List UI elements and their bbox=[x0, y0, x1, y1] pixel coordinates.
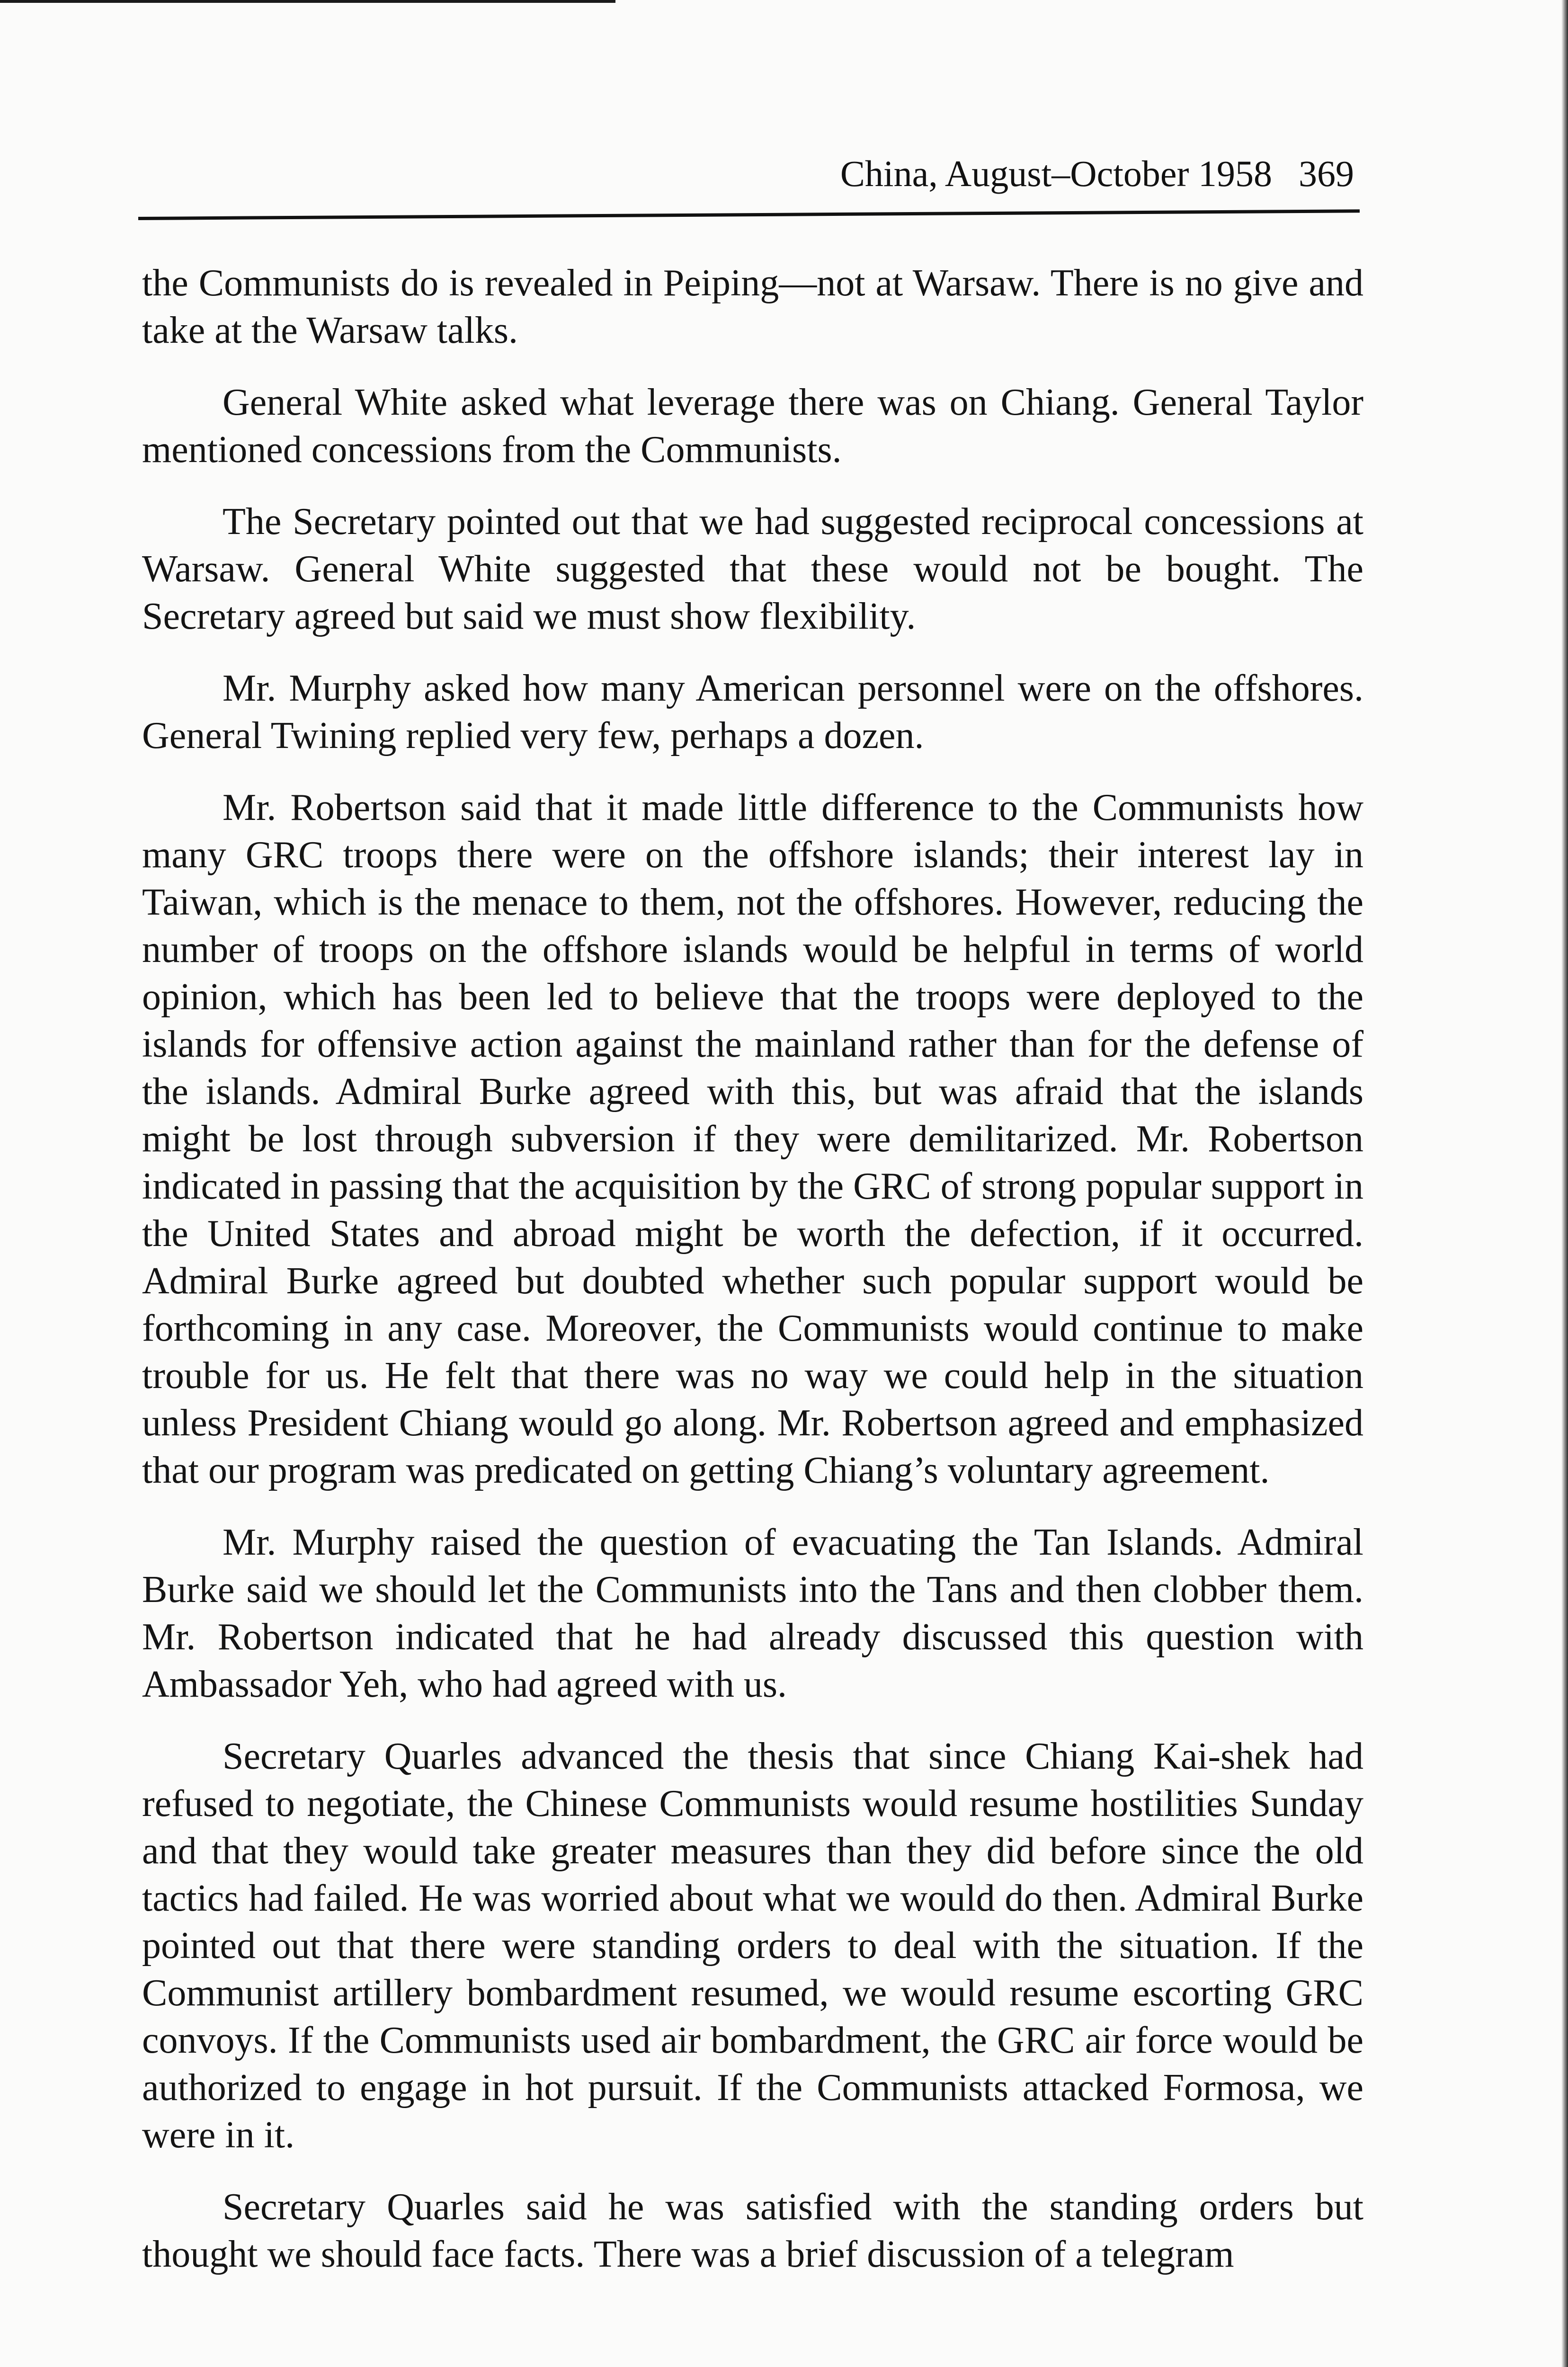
paragraph-secretary-concessions: The Secretary pointed out that we had suggested reciprocal concessions at Warsaw. General White suggested that these would not be bought. The Secretary agreed but said we must show flexibility. bbox=[142, 501, 1363, 637]
page-number: 369 bbox=[1299, 153, 1354, 194]
paragraph-murphy-personnel: Mr. Murphy asked how many American personnel were on the offshores. General Twining replied very few, perhaps a dozen. bbox=[142, 667, 1363, 756]
scan-edge-top bbox=[0, 0, 615, 3]
paragraph-quarles-thesis: Secretary Quarles advanced the thesis that since Chiang Kai-shek had refused to negotiate, the Chinese Communists would resume hostilities Sunday and that they would take greater measures than they did before since the old tactics had failed. He was worried about what we would do then. Admiral Burke pointed out that there were standing orders to deal with the situation. If the Communist artillery bombardment resumed, we would resume escorting GRC convoys. If the Communists used air bombardment, the GRC air force would be authorized to engage in hot pursuit. If the Communists attacked Formosa, we were in it. bbox=[142, 1735, 1363, 2156]
paragraph-standing-orders: Secretary Quarles said he was satisfied with the standing orders but thought we should face facts. There was a brief discussion of a telegram bbox=[142, 2186, 1363, 2275]
header-rule bbox=[138, 209, 1360, 220]
running-head bbox=[142, 152, 1354, 195]
paragraph-white-leverage: General White asked what leverage there was on Chiang. General Taylor mentioned concessions from the Communists. bbox=[142, 382, 1363, 471]
scan-edge-right bbox=[1561, 0, 1568, 2367]
paragraph-continued: the Communists do is revealed in Peiping—not at Warsaw. There is no give and take at the Warsaw talks. bbox=[142, 262, 1363, 351]
body-text bbox=[142, 259, 1363, 2303]
paragraph-robertson-troops: Mr. Robertson said that it made little difference to the Communists how many GRC troops there were on the offshore islands; their interest lay in Taiwan, which is the menace to them, not the offshores. However, reducing the number of troops on the offshore islands would be helpful in terms of world opinion, which has been led to believe that the troops were deployed to the islands for offensive action against the mainland rather than for the defense of the islands. Admiral Burke agreed with this, but was afraid that the islands might be lost through subversion if they were demilitarized. Mr. Robertson indicated in passing that the acquisition by the GRC of strong popular support in the United States and abroad might be worth the defection, if it occurred. Admiral Burke agreed but doubted whether such popular support would be forthcoming in any case. Moreover, the Communists would continue to make trouble for us. He felt that there was no way we could help in the situation unless President Chiang would go along. Mr. Robertson agreed and emphasized that our program was predicated on getting Chiang’s voluntary agreement. bbox=[142, 787, 1363, 1491]
paragraph-tan-islands: Mr. Murphy raised the question of evacuating the Tan Islands. Admiral Burke said we should let the Communists into the Tans and then clobber them. Mr. Robertson indicated that he had already discussed this question with Ambassador Yeh, who had agreed with us. bbox=[142, 1522, 1363, 1705]
running-head-title: China, August–October 1958 bbox=[840, 153, 1272, 194]
